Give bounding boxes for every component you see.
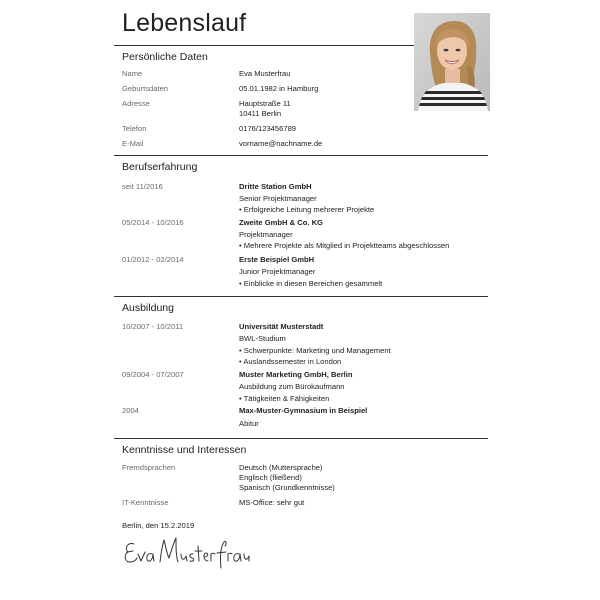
exp-1-date: seit 11/2016	[122, 182, 163, 191]
place-and-date: Berlin, den 15.2.2019	[122, 521, 195, 530]
value-it-skills: MS-Office: sehr gut	[239, 498, 305, 507]
edu-2-org: Muster Marketing GmbH, Berlin	[239, 370, 353, 379]
portrait-photo	[414, 13, 490, 111]
cv-page	[114, 0, 488, 600]
edu-2-date: 09/2004 - 07/2007	[122, 370, 184, 379]
rule-skills	[114, 438, 488, 439]
exp-3-date: 01/2012 - 02/2014	[122, 255, 184, 264]
label-languages: Fremdsprachen	[122, 463, 176, 472]
signature-image	[120, 530, 250, 572]
label-name: Name	[122, 69, 143, 78]
exp-1-role: Senior Projektmanager	[239, 194, 317, 203]
value-address-city: 10411 Berlin	[239, 109, 282, 118]
exp-3-role: Junior Projektmanager	[239, 267, 316, 276]
section-heading-skills: Kenntnisse und Interessen	[122, 444, 247, 456]
edu-1-bullet-2: • Auslandssemester in London	[239, 357, 342, 366]
value-language-1: Deutsch (Muttersprache)	[239, 463, 323, 472]
value-language-2: Englisch (fließend)	[239, 473, 302, 482]
value-language-3: Spanisch (Grundkenntnisse)	[239, 483, 335, 492]
exp-3-bullet-1: • Einblicke in diesen Bereichen gesammelt	[239, 279, 383, 288]
exp-1-bullet-1: • Erfolgreiche Leitung mehrerer Projekte	[239, 205, 375, 214]
edu-1-org: Universität Musterstadt	[239, 322, 324, 331]
exp-2-bullet-1: • Mehrere Projekte als Mitglied in Projektteams abgeschlossen	[239, 241, 450, 250]
edu-1-bullet-1: • Schwerpunkte: Marketing und Management	[239, 346, 391, 355]
portrait-image	[414, 13, 490, 111]
value-phone: 0176/123456789	[239, 124, 297, 133]
exp-3-org: Erste Beispiel GmbH	[239, 255, 315, 264]
rule-experience	[114, 155, 488, 156]
exp-1-org: Dritte Station GmbH	[239, 182, 312, 191]
edu-3-role: Abitur	[239, 419, 259, 428]
edu-1-date: 10/2007 - 10/2011	[122, 322, 184, 331]
value-name: Eva Musterfrau	[239, 69, 291, 78]
value-address-street: Hauptstraße 11	[239, 99, 291, 108]
exp-2-date: 05/2014 - 10/2016	[122, 218, 184, 227]
label-address: Adresse	[122, 99, 150, 108]
label-email: E-Mail	[122, 139, 144, 148]
edu-2-role: Ausbildung zum Bürokaufmann	[239, 382, 345, 391]
label-birth: Geburtsdaten	[122, 84, 169, 93]
top-rule	[114, 45, 414, 46]
edu-2-bullet-1: • Tätigkeiten & Fähigkeiten	[239, 394, 330, 403]
exp-2-org: Zweite GmbH & Co. KG	[239, 218, 323, 227]
document-title: Lebenslauf	[122, 9, 247, 37]
section-heading-personal: Persönliche Daten	[122, 51, 208, 63]
exp-2-role: Projektmanager	[239, 230, 293, 239]
edu-3-date: 2004	[122, 406, 139, 415]
section-heading-education: Ausbildung	[122, 302, 174, 314]
edu-3-org: Max-Muster-Gymnasium in Beispiel	[239, 406, 368, 415]
section-heading-experience: Berufserfahrung	[122, 161, 198, 173]
edu-1-role: BWL-Studium	[239, 334, 286, 343]
value-email: vorname@nachname.de	[239, 139, 323, 148]
value-birth: 05.01.1982 in Hamburg	[239, 84, 319, 93]
label-phone: Telefon	[122, 124, 147, 133]
label-it-skills: IT-Kenntnisse	[122, 498, 169, 507]
rule-education	[114, 296, 488, 297]
